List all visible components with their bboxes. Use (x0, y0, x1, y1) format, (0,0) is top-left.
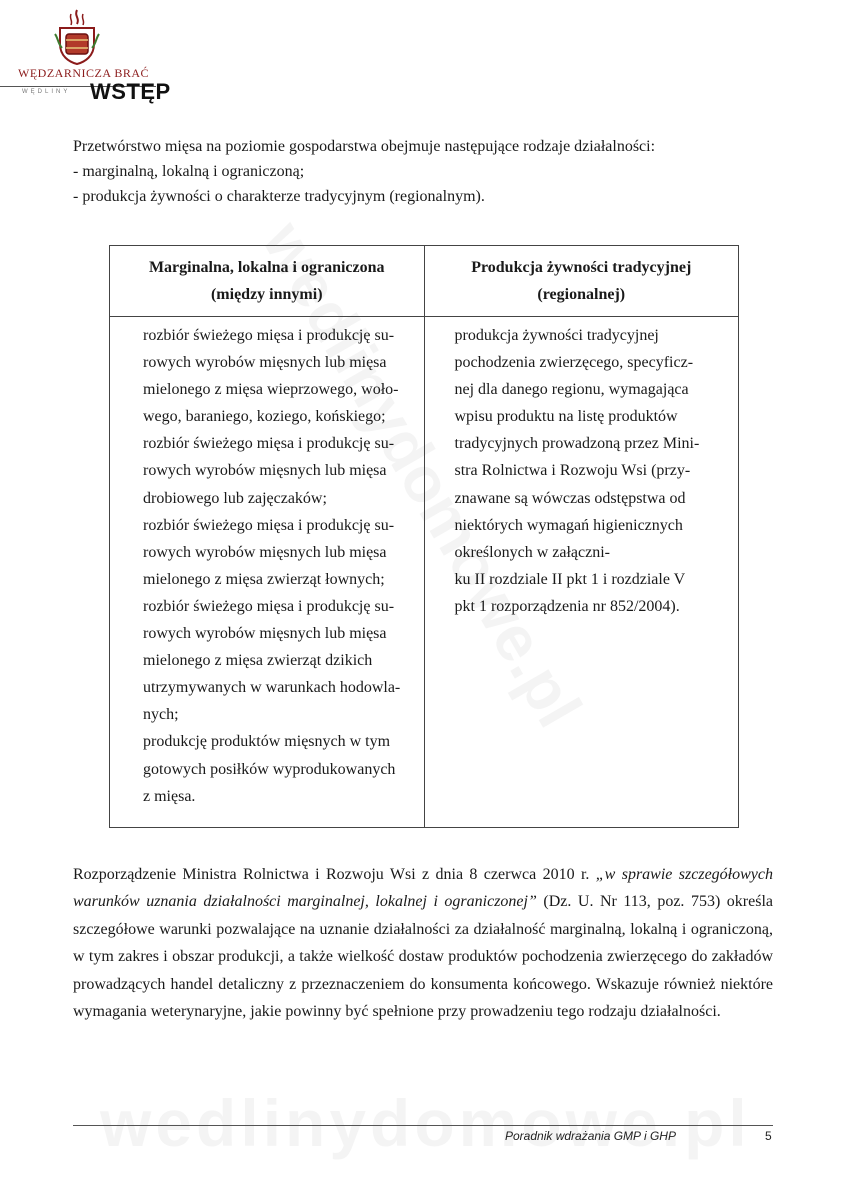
table-header-traditional (424, 246, 739, 317)
table-header-row (110, 246, 739, 317)
paragraph-text: Rozporządzenie Ministra Rolnictwa i Rozwoju Wsi z dnia 8 czerwca 2010 r. (73, 866, 596, 883)
table-row (110, 317, 739, 828)
cell-line: rozbiór świeżego mięsa i produkcję su- (143, 435, 395, 453)
cell-line: produkcja żywności tradycyjnej (454, 327, 659, 344)
regulation-title: „w sprawie szczegółowych warunków uznania działalności marginalnej, lokalnej i ograniczonej” (73, 866, 773, 911)
paragraph-text: (Dz. U. Nr 113, poz. 753) określa szczegółowe warunki pozwalające na uznanie działalności za działalność marginalną, lokalną i ograniczoną, w tym zakres i obszar produkcji, a także wielkość dostaw produktów pochodzenia zwierzęcego do zakładów prowadzących handel detaliczny z przeznaczeniem do konsumenta końcowego. Wskazuje również niektóre wymagania weterynaryjne, jakie powinny być spełnione przy prowadzeniu tego rodzaju działalności. (73, 893, 773, 1021)
intro-text (73, 134, 773, 209)
cell-line: rowych wyrobów mięsnych lub mięsa (143, 354, 387, 372)
section-title: WSTĘP (90, 79, 171, 104)
footer-title: Poradnik wdrażania GMP i GHP (505, 1129, 676, 1143)
footer-divider (73, 1125, 773, 1126)
cell-line: utrzymywanych w warunkach hodowla- (143, 679, 401, 697)
cell-line: mielonego z mięsa zwierząt dzikich (143, 652, 373, 670)
intro-line: - produkcja żywności o charakterze tradycyjnym (regionalnym). (73, 188, 485, 205)
regulation-paragraph (73, 861, 773, 1025)
cell-line: ku II rozdziale II pkt 1 i rozdziale V (454, 570, 686, 588)
cell-line: rowych wyrobów mięsnych lub mięsa (143, 543, 387, 561)
cell-line: mielonego z mięsa zwierząt łownych; (143, 570, 385, 588)
cell-line: rowych wyrobów mięsnych lub mięsa (143, 625, 387, 643)
cell-line: niektórych wymagań higienicznych (454, 516, 683, 534)
table-cell-marginal (110, 317, 425, 828)
cell-line: produkcję produktów mięsnych w tym (143, 733, 391, 751)
cell-line: gotowych posiłków wyprodukowanych (143, 760, 396, 778)
watermark-bottom (100, 1085, 751, 1161)
brand-subtitle: WĘDLINY (22, 89, 71, 95)
cell-line: pochodzenia zwierzęcego, specyficz- (454, 354, 694, 372)
header-line: (regionalnej) (537, 286, 626, 303)
brand-name: WĘDZARNICZA BRAĆ (18, 66, 149, 80)
cell-line: drobiowego lub zajęczaków; (143, 489, 327, 507)
cell-line: pkt 1 rozporządzenia nr 852/2004). (454, 597, 680, 615)
cell-line: mielonego z mięsa wieprzowego, woło- (143, 381, 399, 399)
cell-line: określonych w załączni- (454, 543, 610, 561)
table-cell-traditional (424, 317, 739, 828)
cell-line: stra Rolnictwa i Rozwoju Wsi (przy- (454, 462, 691, 480)
cell-line: tradycyjnych prowadzoną przez Mini- (454, 435, 700, 453)
crest-icon (52, 8, 102, 66)
cell-line: rowych wyrobów mięsnych lub mięsa (143, 462, 387, 480)
header-line: Marginalna, lokalna i ograniczona (148, 259, 385, 276)
cell-line: rozbiór świeżego mięsa i produkcję su- (143, 516, 395, 534)
intro-line: Przetwórstwo mięsa na poziomie gospodarstwa obejmuje następujące rodzaje działalności: (73, 138, 656, 155)
cell-line: znawane są wówczas odstępstwa od (454, 489, 686, 507)
header-line: (między innymi) (210, 286, 323, 303)
cell-line: rozbiór świeżego mięsa i produkcję su- (143, 327, 395, 344)
table-header-marginal (110, 246, 425, 317)
cell-line: rozbiór świeżego mięsa i produkcję su- (143, 597, 395, 615)
cell-line: z mięsa. (143, 787, 196, 805)
page-number: 5 (765, 1129, 772, 1143)
comparison-table (109, 245, 739, 828)
cell-line: wego, baraniego, koziego, końskiego; (143, 408, 386, 426)
header-line: Produkcja żywności tradycyjnej (471, 259, 692, 276)
cell-line: wpisu produktu na listę produktów (454, 408, 678, 426)
intro-line: - marginalną, lokalną i ograniczoną; (73, 163, 305, 180)
cell-line: nych; (143, 706, 179, 724)
cell-line: nej dla danego regionu, wymagająca (454, 381, 689, 399)
